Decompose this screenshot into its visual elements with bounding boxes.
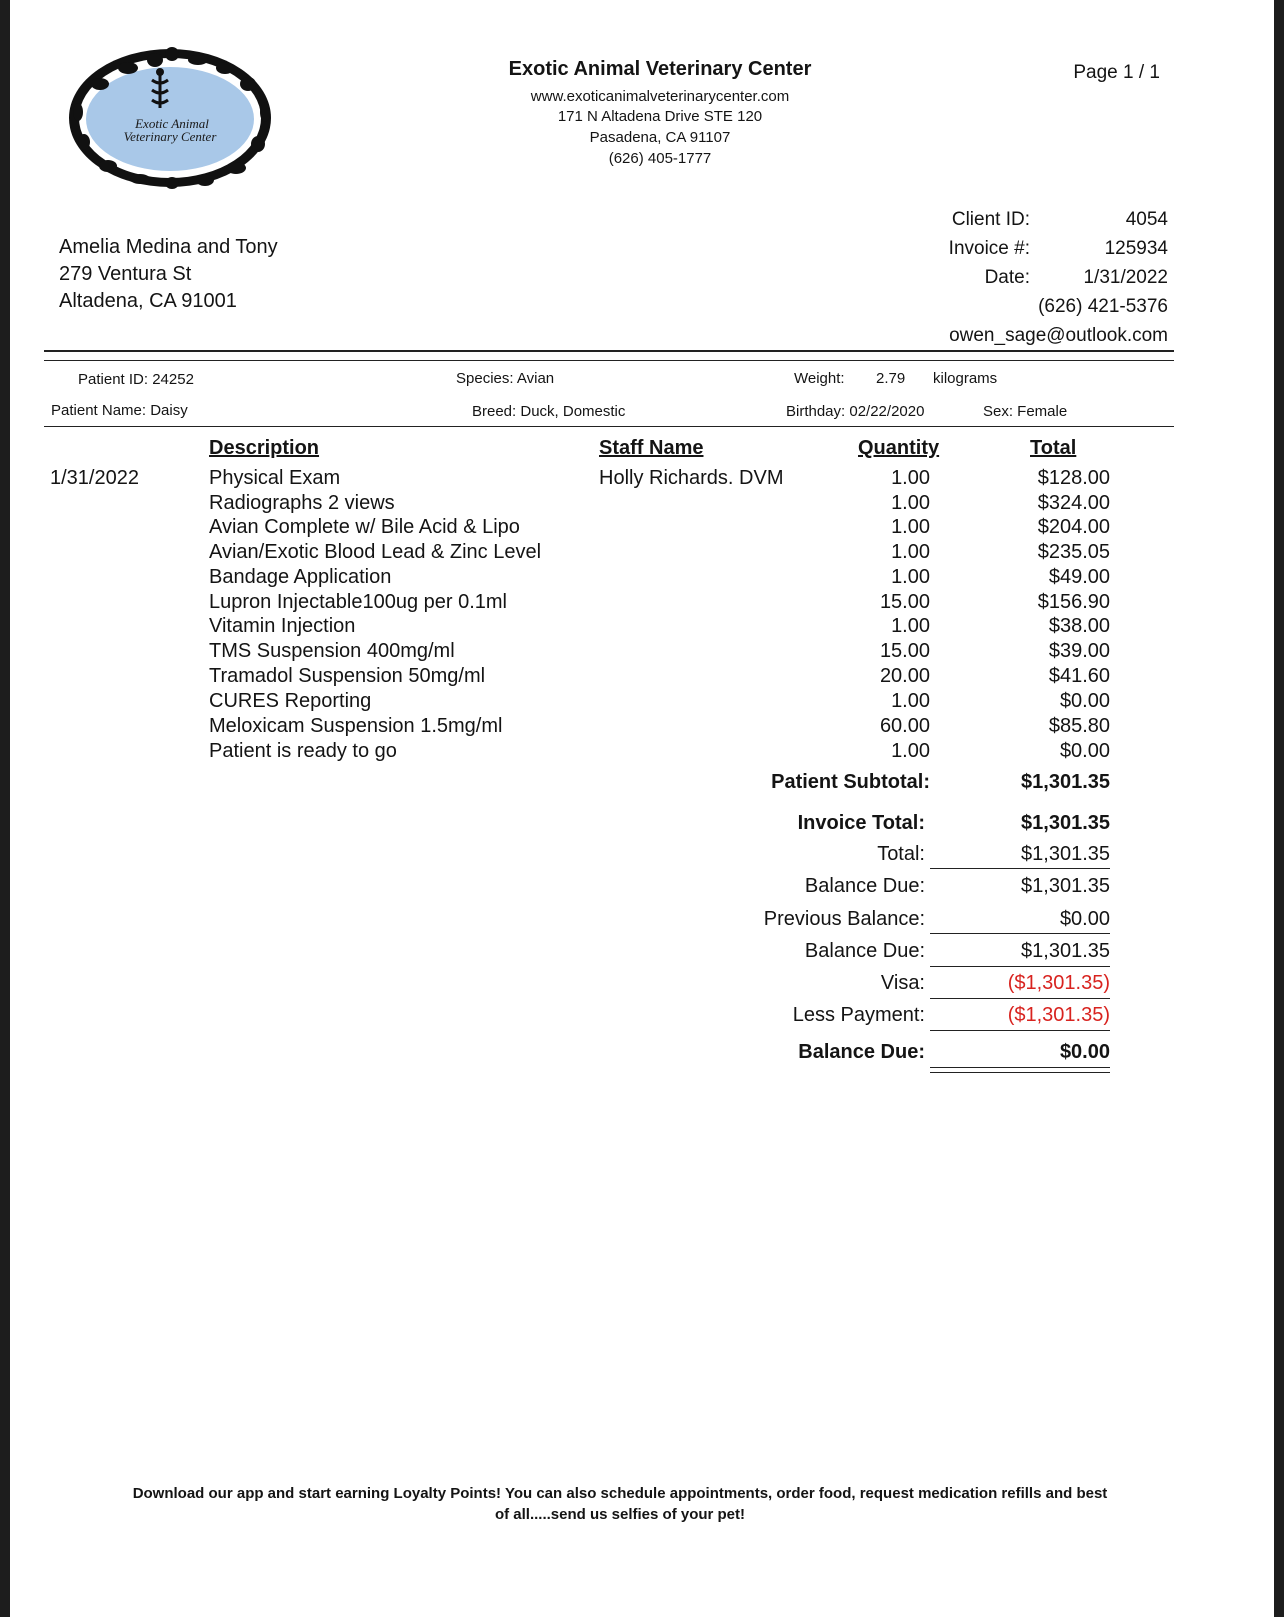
row-description: CURES Reporting bbox=[209, 690, 372, 712]
patient-id: Patient ID: 24252 bbox=[78, 371, 194, 388]
less-payment-underline bbox=[930, 1030, 1110, 1031]
final-balance-double-underline-1 bbox=[930, 1067, 1110, 1068]
visa-payment: ($1,301.35) bbox=[1007, 972, 1110, 994]
row-total: $204.00 bbox=[1037, 516, 1110, 538]
table-row bbox=[10, 566, 1274, 591]
row-quantity: 1.00 bbox=[891, 541, 930, 563]
row-date: 1/31/2022 bbox=[50, 467, 139, 489]
client-street: 279 Ventura St bbox=[59, 263, 192, 285]
row-description: Lupron Injectable100ug per 0.1ml bbox=[209, 591, 507, 613]
patient-name: Patient Name: Daisy bbox=[51, 402, 188, 419]
total-underline bbox=[930, 868, 1110, 869]
less-payment: ($1,301.35) bbox=[1007, 1004, 1110, 1026]
client-id: 4054 bbox=[1125, 209, 1168, 230]
row-total: $0.00 bbox=[1059, 690, 1110, 712]
invoice-total-label: Invoice Total: bbox=[797, 812, 925, 834]
table-row bbox=[10, 591, 1274, 616]
row-total: $324.00 bbox=[1037, 492, 1110, 514]
previous-balance-underline bbox=[930, 933, 1110, 934]
clinic-logo-graphic bbox=[60, 42, 280, 192]
row-total: $128.00 bbox=[1037, 467, 1110, 489]
table-row bbox=[10, 665, 1274, 690]
row-quantity: 15.00 bbox=[879, 591, 930, 613]
row-description: Physical Exam bbox=[209, 467, 341, 489]
client-name: Amelia Medina and Tony bbox=[59, 236, 278, 258]
client-phone: (626) 421-5376 bbox=[1038, 296, 1168, 317]
row-quantity: 60.00 bbox=[879, 715, 930, 737]
table-row bbox=[10, 640, 1274, 665]
balance-due-underline bbox=[930, 966, 1110, 967]
row-description: Patient is ready to go bbox=[209, 740, 397, 762]
row-total: $41.60 bbox=[1048, 665, 1110, 687]
row-description: Vitamin Injection bbox=[209, 615, 356, 637]
table-row bbox=[10, 715, 1274, 740]
visa-underline bbox=[930, 998, 1110, 999]
patient-breed: Breed: Duck, Domestic bbox=[472, 403, 626, 420]
patient-subtotal: $1,301.35 bbox=[1021, 771, 1110, 793]
patient-sex: Sex: Female bbox=[983, 403, 1068, 420]
invoice-number-label: Invoice #: bbox=[948, 238, 1030, 259]
logo-text-line1: Exotic Animal bbox=[135, 116, 209, 131]
final-balance-due-label: Balance Due: bbox=[798, 1041, 925, 1063]
patient-subtotal-label: Patient Subtotal: bbox=[771, 771, 930, 793]
row-quantity: 15.00 bbox=[879, 640, 930, 662]
page-number: Page 1 / 1 bbox=[1073, 62, 1160, 83]
invoice-page bbox=[10, 0, 1274, 1617]
row-total: $0.00 bbox=[1059, 740, 1110, 762]
final-balance-double-underline-2 bbox=[930, 1072, 1110, 1073]
patient-weight-value: 2.79 bbox=[876, 370, 906, 387]
balance-due-label-1: Balance Due: bbox=[804, 875, 925, 897]
logo-text-line2: Veterinary Center bbox=[123, 129, 217, 144]
client-city: Altadena, CA 91001 bbox=[59, 290, 237, 312]
footer-line-2: of all.....send us selfies of your pet! bbox=[494, 1506, 746, 1523]
client-id-label: Client ID: bbox=[951, 209, 1030, 230]
row-staff: Holly Richards. DVM bbox=[599, 467, 784, 489]
table-row bbox=[10, 690, 1274, 715]
row-total: $156.90 bbox=[1037, 591, 1110, 613]
table-row bbox=[10, 467, 1274, 492]
row-description: Bandage Application bbox=[209, 566, 392, 588]
row-quantity: 1.00 bbox=[891, 615, 930, 637]
invoice-date-label: Date: bbox=[984, 267, 1030, 288]
divider-patient bbox=[44, 426, 1174, 427]
table-row bbox=[10, 541, 1274, 566]
client-email: owen_sage@outlook.com bbox=[949, 325, 1168, 346]
row-quantity: 1.00 bbox=[891, 566, 930, 588]
clinic-logo bbox=[60, 42, 280, 192]
row-description: Meloxicam Suspension 1.5mg/ml bbox=[209, 715, 503, 737]
footer-line-1: Download our app and start earning Loyalty Points! You can also schedule appointments, order food, request medication refills and best bbox=[132, 1485, 1108, 1502]
balance-due-1: $1,301.35 bbox=[1021, 875, 1110, 897]
clinic-name: Exotic Animal Veterinary Center bbox=[508, 58, 812, 80]
patient-species: Species: Avian bbox=[456, 370, 555, 387]
row-quantity: 1.00 bbox=[891, 516, 930, 538]
row-total: $85.80 bbox=[1048, 715, 1110, 737]
previous-balance: $0.00 bbox=[1059, 908, 1110, 930]
invoice-number: 125934 bbox=[1104, 238, 1168, 259]
visa-label: Visa: bbox=[880, 972, 925, 994]
table-row bbox=[10, 516, 1274, 541]
table-row bbox=[10, 740, 1274, 765]
header-description: Description bbox=[209, 437, 320, 459]
row-description: Avian/Exotic Blood Lead & Zinc Level bbox=[209, 541, 542, 563]
table-row bbox=[10, 615, 1274, 640]
row-description: Radiographs 2 views bbox=[209, 492, 395, 514]
previous-balance-label: Previous Balance: bbox=[763, 908, 925, 930]
header-quantity: Quantity bbox=[858, 437, 940, 459]
clinic-website: www.exoticanimalveterinarycenter.com bbox=[530, 88, 790, 105]
row-quantity: 20.00 bbox=[879, 665, 930, 687]
patient-birthday: Birthday: 02/22/2020 bbox=[786, 403, 925, 420]
final-balance-due: $0.00 bbox=[1059, 1041, 1110, 1063]
row-quantity: 1.00 bbox=[891, 492, 930, 514]
clinic-phone: (626) 405-1777 bbox=[608, 150, 712, 167]
total-value: $1,301.35 bbox=[1021, 843, 1110, 865]
invoice-date: 1/31/2022 bbox=[1083, 267, 1168, 288]
row-description: Avian Complete w/ Bile Acid & Lipo bbox=[209, 516, 520, 538]
row-description: TMS Suspension 400mg/ml bbox=[209, 640, 455, 662]
row-total: $49.00 bbox=[1048, 566, 1110, 588]
row-quantity: 1.00 bbox=[891, 690, 930, 712]
table-row bbox=[10, 492, 1274, 517]
header-staff-name: Staff Name bbox=[599, 437, 704, 459]
total-label: Total: bbox=[877, 843, 925, 865]
balance-due-2: $1,301.35 bbox=[1021, 940, 1110, 962]
row-quantity: 1.00 bbox=[891, 467, 930, 489]
header-total: Total bbox=[1030, 437, 1077, 459]
clinic-address-1: 171 N Altadena Drive STE 120 bbox=[557, 108, 763, 125]
row-total: $38.00 bbox=[1048, 615, 1110, 637]
divider-top bbox=[44, 350, 1174, 352]
row-total: $235.05 bbox=[1037, 541, 1110, 563]
less-payment-label: Less Payment: bbox=[792, 1004, 925, 1026]
balance-due-label-2: Balance Due: bbox=[804, 940, 925, 962]
divider-top-2 bbox=[44, 360, 1174, 361]
patient-weight-label: Weight: bbox=[794, 370, 845, 387]
row-description: Tramadol Suspension 50mg/ml bbox=[209, 665, 486, 687]
row-quantity: 1.00 bbox=[891, 740, 930, 762]
row-total: $39.00 bbox=[1048, 640, 1110, 662]
invoice-total: $1,301.35 bbox=[1021, 812, 1110, 834]
clinic-address-2: Pasadena, CA 91107 bbox=[589, 129, 731, 146]
patient-weight-unit: kilograms bbox=[933, 370, 998, 387]
